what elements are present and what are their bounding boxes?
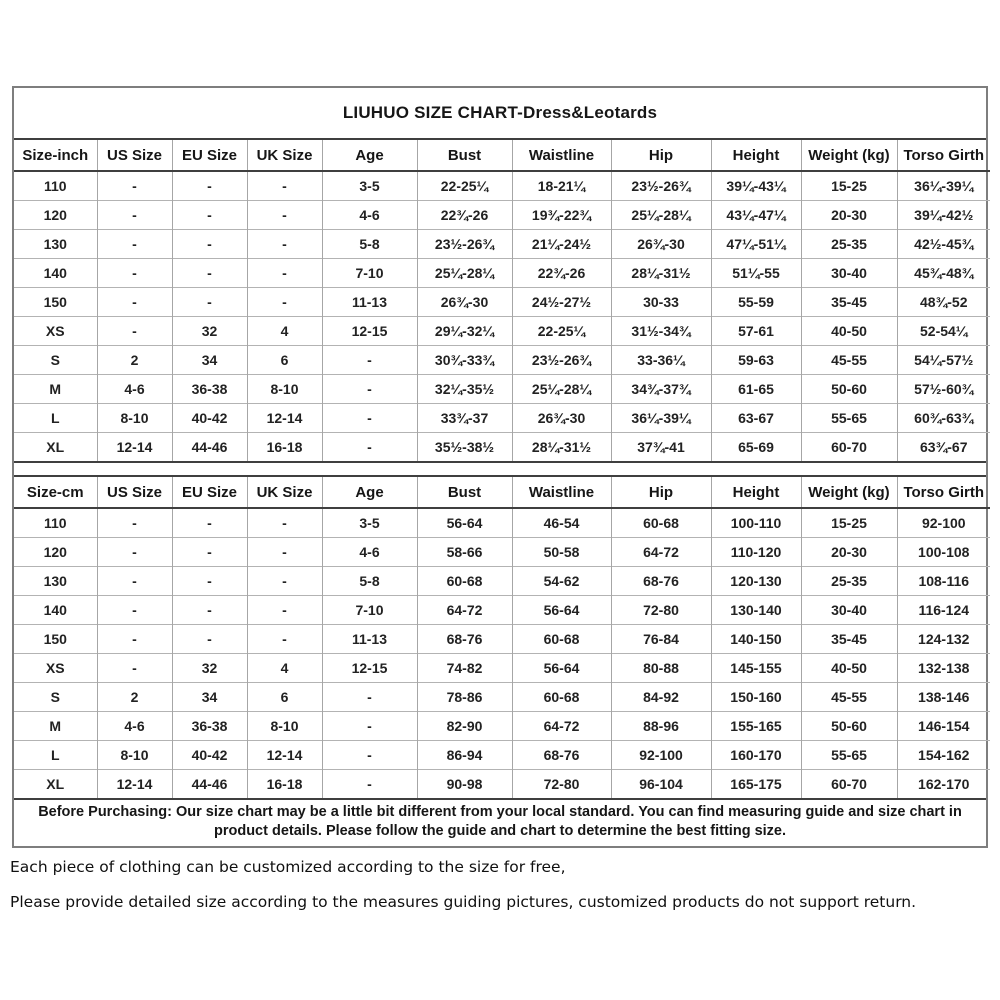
table-cell: 8-10 xyxy=(97,741,172,770)
table-cell: 92-100 xyxy=(611,741,711,770)
table-cell: 50-60 xyxy=(801,375,897,404)
table-cell: 16-18 xyxy=(247,770,322,799)
table-cell: 108-116 xyxy=(897,567,990,596)
size-row-inch-s xyxy=(14,346,990,375)
table-cell: - xyxy=(322,712,417,741)
table-cell: 64-72 xyxy=(512,712,611,741)
table-cell: - xyxy=(172,259,247,288)
table-cell: 8-10 xyxy=(247,375,322,404)
table-cell: 120 xyxy=(14,538,97,567)
table-cell: S xyxy=(14,683,97,712)
chart-title: LIUHUO SIZE CHART-Dress&Leotards xyxy=(14,88,986,140)
table-cell: 8-10 xyxy=(97,404,172,433)
table-cell: 19¾-22¾ xyxy=(512,201,611,230)
table-cell: 55-65 xyxy=(801,741,897,770)
size-row-cm-130 xyxy=(14,567,990,596)
table-cell: 88-96 xyxy=(611,712,711,741)
table-cell: 6 xyxy=(247,346,322,375)
table-cell: - xyxy=(322,433,417,462)
column-header-uk-size: UK Size xyxy=(247,140,322,171)
table-cell: 22¾-26 xyxy=(512,259,611,288)
table-cell: - xyxy=(97,596,172,625)
table-cell: 46-54 xyxy=(512,508,611,538)
table-cell: 36-38 xyxy=(172,375,247,404)
table-cell: - xyxy=(97,654,172,683)
table-cell: 58-66 xyxy=(417,538,512,567)
table-cell: 23½-26¾ xyxy=(417,230,512,259)
table-cell: - xyxy=(172,288,247,317)
table-cell: 44-46 xyxy=(172,770,247,799)
table-cell: 34 xyxy=(172,346,247,375)
table-cell: 150 xyxy=(14,288,97,317)
table-cell: - xyxy=(97,567,172,596)
table-cell: 18-21¼ xyxy=(512,171,611,201)
table-cell: 6 xyxy=(247,683,322,712)
size-row-cm-s xyxy=(14,683,990,712)
table-cell: 35-45 xyxy=(801,288,897,317)
table-cell: 50-60 xyxy=(801,712,897,741)
table-cell: 34¾-37¾ xyxy=(611,375,711,404)
size-row-inch-xs xyxy=(14,317,990,346)
table-cell: 5-8 xyxy=(322,567,417,596)
table-cell: 56-64 xyxy=(512,596,611,625)
table-cell: 24½-27½ xyxy=(512,288,611,317)
table-cell: - xyxy=(247,171,322,201)
size-row-cm-110 xyxy=(14,508,990,538)
table-cell: 4-6 xyxy=(322,201,417,230)
table-cell: 100-108 xyxy=(897,538,990,567)
table-cell: 23½-26¾ xyxy=(611,171,711,201)
table-separator xyxy=(14,461,986,477)
table-cell: 68-76 xyxy=(417,625,512,654)
table-cell: 110 xyxy=(43,178,67,194)
table-cell: 64-72 xyxy=(611,538,711,567)
size-row-inch-150 xyxy=(14,288,990,317)
table-cell: 56-64 xyxy=(417,508,512,538)
table-cell: 40-42 xyxy=(172,404,247,433)
table-cell: 30-40 xyxy=(801,596,897,625)
table-cell: 26¾-30 xyxy=(417,288,512,317)
column-header-uk-size: UK Size xyxy=(247,477,322,508)
table-cell: - xyxy=(172,567,247,596)
table-cell: 68-76 xyxy=(611,567,711,596)
table-cell: - xyxy=(172,230,247,259)
table-cell: 74-82 xyxy=(417,654,512,683)
column-header-hip: Hip xyxy=(611,477,711,508)
table-cell: 48¾-52 xyxy=(897,288,990,317)
table-cell: 40-50 xyxy=(801,317,897,346)
table-cell: 34 xyxy=(172,683,247,712)
column-header-height: Height xyxy=(711,477,801,508)
table-cell: 65-69 xyxy=(711,433,801,462)
table-cell: - xyxy=(247,567,322,596)
table-cell: 80-88 xyxy=(611,654,711,683)
table-cell: 150-160 xyxy=(711,683,801,712)
size-row-inch-140 xyxy=(14,259,990,288)
table-cell: - xyxy=(172,538,247,567)
column-header-eu-size: EU Size xyxy=(172,140,247,171)
table-cell: 138-146 xyxy=(897,683,990,712)
table-cell: - xyxy=(97,508,172,538)
table-cell: 90-98 xyxy=(417,770,512,799)
table-cell: 37¾-41 xyxy=(611,433,711,462)
table-cell: 150 xyxy=(14,625,97,654)
size-row-inch-130 xyxy=(14,230,990,259)
column-header-weight-kg: Weight (kg) xyxy=(801,477,897,508)
table-cell: 11-13 xyxy=(322,625,417,654)
size-row-cm-150 xyxy=(14,625,990,654)
size-row-cm-xs xyxy=(14,654,990,683)
column-header-waistline: Waistline xyxy=(512,477,611,508)
table-cell: 82-90 xyxy=(417,712,512,741)
size-table-inch xyxy=(14,140,990,461)
table-cell: 4-6 xyxy=(97,712,172,741)
column-header-size-inch: Size-inch xyxy=(14,140,97,171)
table-cell: 12-14 xyxy=(97,433,172,462)
table-cell: 35-45 xyxy=(801,625,897,654)
table-cell: 11-13 xyxy=(322,288,417,317)
table-cell: - xyxy=(247,259,322,288)
table-cell: 8-10 xyxy=(247,712,322,741)
table-cell: - xyxy=(97,201,172,230)
table-cell: 140 xyxy=(14,259,97,288)
table-cell: - xyxy=(247,230,322,259)
table-cell: 32¼-35½ xyxy=(417,375,512,404)
column-header-height: Height xyxy=(711,140,801,171)
table-cell: 20-30 xyxy=(801,201,897,230)
table-cell: 45¾-48¾ xyxy=(897,259,990,288)
size-row-cm-140 xyxy=(14,596,990,625)
table-cell: 29¼-32¼ xyxy=(417,317,512,346)
table-cell: - xyxy=(172,201,247,230)
table-cell: 60-68 xyxy=(417,567,512,596)
table-cell: 56-64 xyxy=(512,654,611,683)
table-cell: 140 xyxy=(14,596,97,625)
table-cell: 36¼-39¼ xyxy=(611,404,711,433)
table-cell: - xyxy=(322,741,417,770)
table-cell: 4-6 xyxy=(97,375,172,404)
table-cell: 55-59 xyxy=(711,288,801,317)
table-cell: - xyxy=(247,596,322,625)
table-cell: 28¼-31½ xyxy=(611,259,711,288)
table-cell: 20-30 xyxy=(801,538,897,567)
table-cell: 47¼-51¼ xyxy=(711,230,801,259)
table-cell: M xyxy=(14,712,97,741)
table-cell: 72-80 xyxy=(611,596,711,625)
table-cell: - xyxy=(322,346,417,375)
table-cell: 36-38 xyxy=(172,712,247,741)
table-cell: 40-42 xyxy=(172,741,247,770)
column-header-hip: Hip xyxy=(611,140,711,171)
table-cell: 12-14 xyxy=(247,404,322,433)
table-cell: 86-94 xyxy=(417,741,512,770)
table-cell: - xyxy=(172,508,247,538)
table-cell: 3-5 xyxy=(322,171,417,201)
table-cell: 25-35 xyxy=(801,230,897,259)
table-cell: 51¼-55 xyxy=(711,259,801,288)
table-cell: 32 xyxy=(172,654,247,683)
table-cell: 124-132 xyxy=(897,625,990,654)
table-cell: L xyxy=(14,741,97,770)
table-cell: 4-6 xyxy=(322,538,417,567)
table-cell: 3-5 xyxy=(322,508,417,538)
table-cell: - xyxy=(247,625,322,654)
table-cell: 130 xyxy=(14,567,97,596)
table-cell: - xyxy=(247,538,322,567)
table-cell: 155-165 xyxy=(711,712,801,741)
table-cell: 68-76 xyxy=(512,741,611,770)
table-cell: 16-18 xyxy=(247,433,322,462)
table-cell: 2 xyxy=(97,683,172,712)
table-cell: 130-140 xyxy=(711,596,801,625)
table-cell: 120 xyxy=(14,201,97,230)
table-cell: 96-104 xyxy=(611,770,711,799)
table-cell: 165-175 xyxy=(711,770,801,799)
table-cell: 50-58 xyxy=(512,538,611,567)
table-cell: 52-54¼ xyxy=(897,317,990,346)
table-cell: 4 xyxy=(247,654,322,683)
table-cell: - xyxy=(97,230,172,259)
column-header-torso-girth: Torso Girth xyxy=(897,477,990,508)
column-header-eu-size: EU Size xyxy=(172,477,247,508)
table-cell: - xyxy=(97,625,172,654)
table-cell: 15-25 xyxy=(801,508,897,538)
column-header-torso-girth: Torso Girth xyxy=(897,140,990,171)
table-cell: 12-14 xyxy=(97,770,172,799)
table-cell: 55-65 xyxy=(801,404,897,433)
table-cell: - xyxy=(97,317,172,346)
table-cell: 146-154 xyxy=(897,712,990,741)
table-cell: 36¼-39¼ xyxy=(897,171,990,201)
column-header-weight-kg: Weight (kg) xyxy=(801,140,897,171)
column-header-age: Age xyxy=(322,140,417,171)
table-cell: 54¼-57½ xyxy=(897,346,990,375)
table-cell: - xyxy=(97,288,172,317)
table-cell: - xyxy=(97,259,172,288)
size-table-cm xyxy=(14,477,990,798)
header-row-cm xyxy=(14,477,990,508)
table-cell: XS xyxy=(14,654,97,683)
table-cell: 140-150 xyxy=(711,625,801,654)
table-cell: M xyxy=(14,375,97,404)
table-cell: 39¼-43¼ xyxy=(711,171,801,201)
purchase-notice: Before Purchasing: Our size chart may be a little bit different from your local standard. You can find measuring guide and size chart in product details. Please follow the guide and chart to determine the best fitting size. xyxy=(14,798,986,846)
table-cell: - xyxy=(97,171,172,201)
table-cell: 25¼-28¼ xyxy=(417,259,512,288)
table-cell: 63¾-67 xyxy=(897,433,990,462)
customization-footnotes xyxy=(10,858,990,928)
table-cell: - xyxy=(247,201,322,230)
table-cell: 4 xyxy=(247,317,322,346)
table-cell: 28¼-31½ xyxy=(512,433,611,462)
table-cell: 44-46 xyxy=(172,433,247,462)
table-cell: 26¾-30 xyxy=(512,404,611,433)
table-cell: 45-55 xyxy=(801,683,897,712)
table-cell: - xyxy=(247,508,322,538)
table-cell: 25¼-28¼ xyxy=(611,201,711,230)
table-cell: - xyxy=(322,770,417,799)
size-row-inch-xl xyxy=(14,433,990,462)
size-row-cm-120 xyxy=(14,538,990,567)
table-cell: 32 xyxy=(172,317,247,346)
column-header-bust: Bust xyxy=(417,477,512,508)
table-cell: 2 xyxy=(97,346,172,375)
table-cell: 22-25¼ xyxy=(417,171,512,201)
table-cell: 12-14 xyxy=(247,741,322,770)
table-cell: 120-130 xyxy=(711,567,801,596)
table-cell: 57-61 xyxy=(711,317,801,346)
table-cell: 162-170 xyxy=(897,770,990,799)
table-cell: 61-65 xyxy=(711,375,801,404)
table-cell: 59-63 xyxy=(711,346,801,375)
table-cell: 25¼-28¼ xyxy=(512,375,611,404)
table-cell: 60-70 xyxy=(801,770,897,799)
table-cell: - xyxy=(322,375,417,404)
table-cell: 132-138 xyxy=(897,654,990,683)
table-cell: XS xyxy=(14,317,97,346)
table-cell: 84-92 xyxy=(611,683,711,712)
table-cell: S xyxy=(14,346,97,375)
table-cell: 76-84 xyxy=(611,625,711,654)
table-cell: 33-36¼ xyxy=(611,346,711,375)
table-cell: 130 xyxy=(14,230,97,259)
table-cell: XL xyxy=(14,433,97,462)
table-cell: 39¼-42½ xyxy=(897,201,990,230)
table-cell: 23½-26¾ xyxy=(512,346,611,375)
header-row-inch xyxy=(14,140,990,171)
table-cell: 31½-34¾ xyxy=(611,317,711,346)
table-cell: 110 xyxy=(43,515,67,531)
table-cell: 12-15 xyxy=(322,317,417,346)
table-cell: - xyxy=(322,683,417,712)
table-cell: 60-70 xyxy=(801,433,897,462)
table-cell: 25-35 xyxy=(801,567,897,596)
table-cell: 30-33 xyxy=(611,288,711,317)
size-row-inch-m xyxy=(14,375,990,404)
size-row-inch-110 xyxy=(14,171,990,201)
footnote-line-2: Please provide detailed size according to the measures guiding pictures, customized products do not support return. xyxy=(10,893,917,911)
table-cell: L xyxy=(14,404,97,433)
table-cell: 160-170 xyxy=(711,741,801,770)
footnote-line-1: Each piece of clothing can be customized according to the size for free, xyxy=(10,858,566,876)
column-header-waistline: Waistline xyxy=(512,140,611,171)
table-cell: 33¾-37 xyxy=(417,404,512,433)
column-header-size-cm: Size-cm xyxy=(14,477,97,508)
size-row-cm-m xyxy=(14,712,990,741)
table-cell: 22¾-26 xyxy=(417,201,512,230)
table-cell: 45-55 xyxy=(801,346,897,375)
table-cell: 15-25 xyxy=(801,171,897,201)
table-cell: - xyxy=(172,171,247,201)
size-row-inch-l xyxy=(14,404,990,433)
table-cell: 7-10 xyxy=(322,259,417,288)
table-cell: - xyxy=(247,288,322,317)
table-cell: - xyxy=(97,538,172,567)
size-row-cm-xl xyxy=(14,770,990,799)
table-cell: - xyxy=(172,596,247,625)
table-cell: - xyxy=(322,404,417,433)
table-cell: 78-86 xyxy=(417,683,512,712)
table-cell: 110-120 xyxy=(711,538,801,567)
column-header-age: Age xyxy=(322,477,417,508)
table-cell: 60-68 xyxy=(611,508,711,538)
size-row-inch-120 xyxy=(14,201,990,230)
table-cell: 60-68 xyxy=(512,625,611,654)
column-header-us-size: US Size xyxy=(97,477,172,508)
table-cell: 5-8 xyxy=(322,230,417,259)
table-cell: 57½-60¾ xyxy=(897,375,990,404)
table-cell: 100-110 xyxy=(711,508,801,538)
table-cell: 60-68 xyxy=(512,683,611,712)
table-cell: 43¼-47¼ xyxy=(711,201,801,230)
table-cell: 21¼-24½ xyxy=(512,230,611,259)
table-cell: 7-10 xyxy=(322,596,417,625)
table-cell: 145-155 xyxy=(711,654,801,683)
table-cell: 40-50 xyxy=(801,654,897,683)
table-cell: 92-100 xyxy=(897,508,990,538)
table-cell: 64-72 xyxy=(417,596,512,625)
size-row-cm-l xyxy=(14,741,990,770)
column-header-us-size: US Size xyxy=(97,140,172,171)
table-cell: 42½-45¾ xyxy=(897,230,990,259)
table-cell: XL xyxy=(14,770,97,799)
table-cell: 12-15 xyxy=(322,654,417,683)
table-cell: 26¾-30 xyxy=(611,230,711,259)
table-cell: 72-80 xyxy=(512,770,611,799)
table-cell: 35½-38½ xyxy=(417,433,512,462)
table-cell: - xyxy=(172,625,247,654)
table-cell: 30-40 xyxy=(801,259,897,288)
column-header-bust: Bust xyxy=(417,140,512,171)
table-cell: 54-62 xyxy=(512,567,611,596)
table-cell: 154-162 xyxy=(897,741,990,770)
table-cell: 30¾-33¾ xyxy=(417,346,512,375)
size-chart-frame xyxy=(12,86,988,848)
table-cell: 22-25¼ xyxy=(512,317,611,346)
table-cell: 60¾-63¾ xyxy=(897,404,990,433)
table-cell: 63-67 xyxy=(711,404,801,433)
table-cell: 116-124 xyxy=(897,596,990,625)
